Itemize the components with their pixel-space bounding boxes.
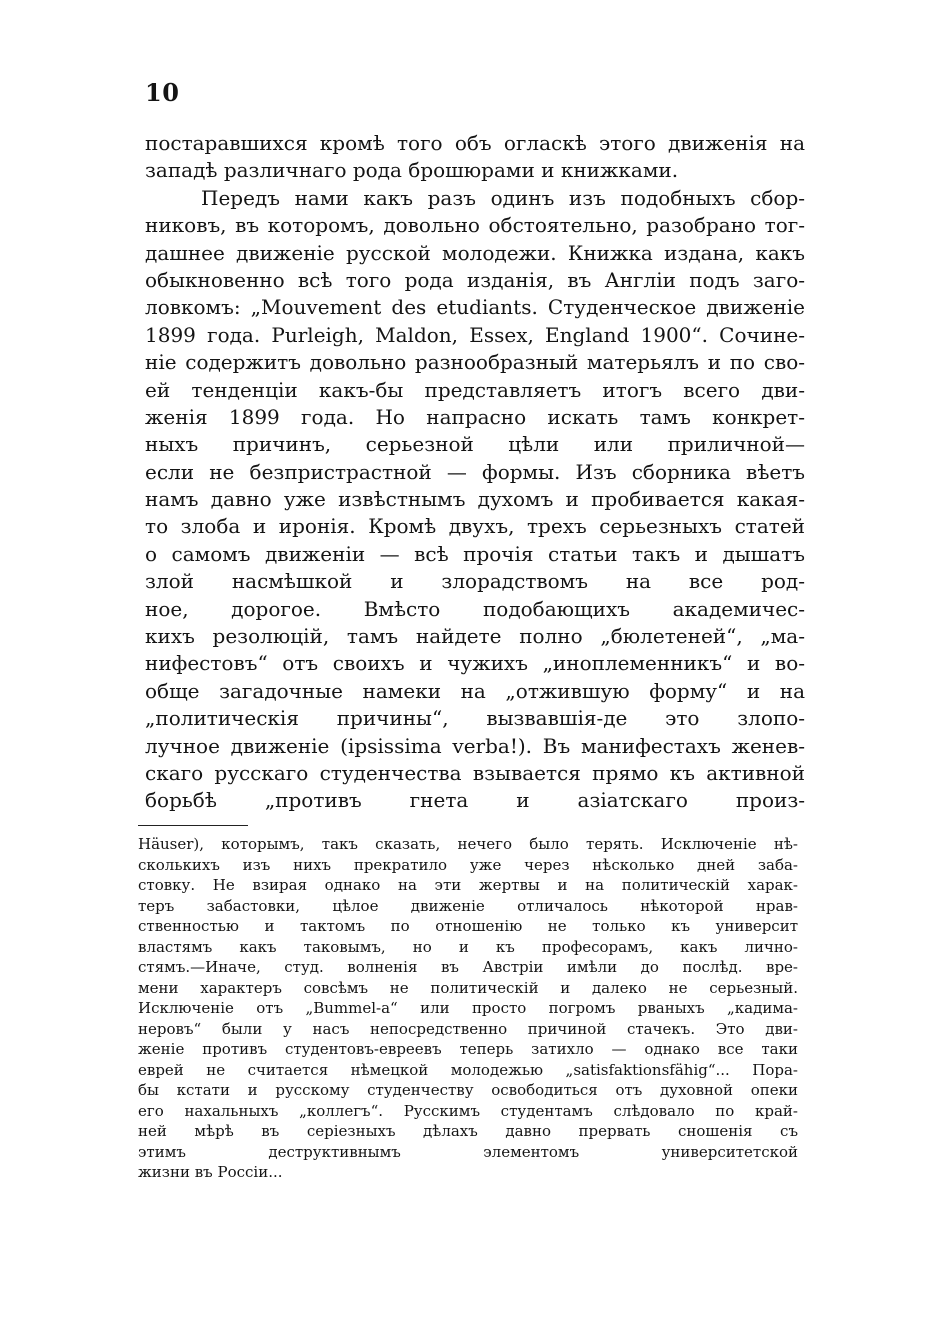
text-line: женія 1899 года. Но напрасно искать тамъ конкрет- <box>145 404 805 429</box>
text-line: кихъ резолюцій, тамъ найдете полно „бюлетеней“, „ма- <box>145 624 805 649</box>
text-line: скаго русскаго студенчества взывается прямо къ активной <box>145 760 805 785</box>
footnote-line: властямъ какъ таковымъ, но и къ професорамъ, какъ лично- <box>138 937 798 956</box>
text-line: лучное движеніе (ipsissima verba!). Въ манифестахъ женев- <box>145 733 805 758</box>
footnote-line: жизни въ Россіи... <box>138 1163 283 1181</box>
footnote-line: этимъ деструктивнымъ элементомъ университетской <box>138 1142 798 1161</box>
text-line: дашнее движеніе русской молодежи. Книжка издана, какъ <box>145 240 805 265</box>
page-number: 10 <box>145 78 180 107</box>
text-line: ловкомъ: „Mouvement des etudiants. Студенческое движеніе <box>145 295 805 320</box>
text-line: то злоба и иронія. Кромѣ двухъ, трехъ серьезныхъ статей <box>145 514 805 539</box>
footnote-line: стовку. Не взирая однако на эти жертвы и на политическій харак- <box>138 876 798 894</box>
text-line: если не безпристрастной — формы. Изъ сборника вѣетъ <box>145 459 805 484</box>
footnote-line: ней мѣрѣ въ серіезныхъ дѣлахъ давно прервать сношенія съ <box>138 1122 798 1140</box>
text-line: о самомъ движеніи — всѣ прочія статьи такъ и дышатъ <box>145 541 805 566</box>
text-line: злой насмѣшкой и злорадствомъ на все род- <box>145 569 805 594</box>
footnote-line: его нахальныхъ „коллегъ“. Русскимъ студентамъ слѣдовало по край- <box>138 1101 798 1120</box>
text-line: ніе содержитъ довольно разнообразный матерьялъ и по сво- <box>145 350 805 375</box>
text-line: нифестовъ“ отъ своихъ и чужихъ „иноплеменникъ“ и во- <box>145 651 805 676</box>
text-line: ныхъ причинъ, серьезной цѣли или приличной— <box>145 432 805 457</box>
footnote-line: ственностью и тактомъ по отношенію не только къ университ <box>138 917 798 935</box>
footnote-divider <box>138 825 248 826</box>
text-line: 1899 года. Purleigh, Maldon, Essex, England 1900“. Сочине- <box>145 322 805 347</box>
footnote-line: мени характеръ совсѣмъ не политическій и далеко не серьезный. <box>138 978 798 997</box>
text-line: постаравшихся кромѣ того объ огласкѣ этого движенія на <box>145 131 805 155</box>
text-line: ей тенденціи какъ-бы представляетъ итогъ всего дви- <box>145 377 805 402</box>
text-line: Передъ нами какъ разъ одинъ изъ подобныхъ сбор- <box>201 185 805 210</box>
footnote-line: стямъ.—Иначе, студ. волненія въ Австріи имѣли до послѣд. вре- <box>138 958 798 976</box>
footnote-line: теръ забастовки, цѣлое движеніе отличалось нѣкоторой нрав- <box>138 896 798 915</box>
footnote-line: еврей не считается нѣмецкой молодежью „satisfaktionsfähig“... Пора- <box>138 1060 798 1079</box>
text-line: борьбѣ „противъ гнета и азіатскаго произ- <box>145 788 805 813</box>
footnote-line: бы кстати и русскому студенчеству освободиться отъ духовной опеки <box>138 1081 798 1099</box>
footnote-line: неровъ“ были у насъ непосредственно причиной стачекъ. Это дви- <box>138 1019 798 1038</box>
main-text <box>145 130 805 815</box>
text-line: западѣ различнаго рода брошюрами и книжками. <box>145 158 679 183</box>
text-line: обще загадочные намеки на „отжившую форму“ и на <box>145 678 805 703</box>
text-line: „политическія причины“, вызвавшія-де это злопо- <box>145 706 805 731</box>
footnote-line: Исключеніе отъ „Bummel-а“ или просто погромъ рваныхъ „кадима- <box>138 999 798 1017</box>
footnote-text <box>138 834 798 1183</box>
text-line: намъ давно уже извѣстнымъ духомъ и пробивается какая- <box>145 487 805 512</box>
text-line: никовъ, въ которомъ, довольно обстоятельно, разобрано тог- <box>145 213 805 238</box>
text-line: обыкновенно всѣ того рода изданія, въ Англіи подъ заго- <box>145 267 805 292</box>
footnote-line: сколькихъ изъ нихъ прекратило уже через нѣсколько дней заба- <box>138 855 798 874</box>
footnote-line: женіе противъ студентовъ-евреевъ теперь затихло — однако все таки <box>138 1040 798 1058</box>
text-line: ное, дорогое. Вмѣсто подобающихъ академичес- <box>145 596 805 621</box>
footnote-line: Häuser), которымъ, такъ сказать, нечего было терять. Исключеніе нѣ- <box>138 835 798 853</box>
